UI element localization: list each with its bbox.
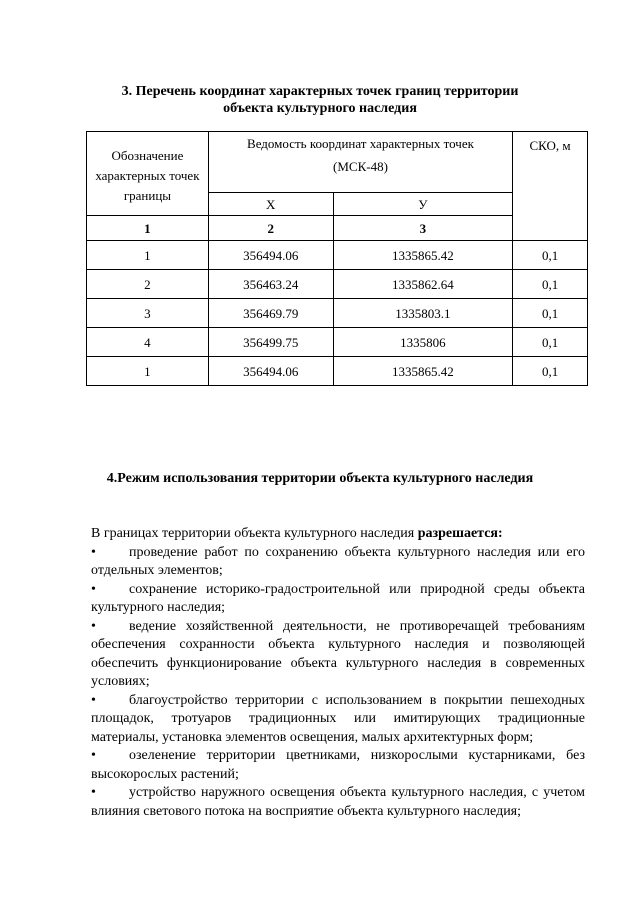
coordinates-table	[86, 131, 588, 386]
list-item-text: озеленение территории цветниками, низкорослыми кустарниками, без высокорослых растений;	[91, 748, 585, 782]
cell-y: 1335806	[333, 328, 513, 357]
cell-sko: 0,1	[513, 328, 588, 357]
cell-point: 4	[87, 328, 209, 357]
cell-x: 356463.24	[208, 270, 333, 299]
section-3-title-line1: Перечень координат характерных точек границ территории	[135, 84, 519, 99]
header-x: Х	[208, 193, 333, 216]
list-item	[91, 544, 585, 581]
list-item-text: сохранение историко-градостроительной или природной среды объекта культурного наследия;	[91, 581, 585, 615]
intro-text: В границах территории объекта культурного наследия	[91, 526, 418, 541]
cell-sko: 0,1	[513, 357, 588, 386]
intro-bold-text: разрешается:	[417, 526, 503, 541]
table-row	[87, 299, 588, 328]
cell-x: 356469.79	[208, 299, 333, 328]
header-sko: СКО, м	[513, 132, 588, 241]
index-col-2: 2	[208, 216, 333, 241]
list-item-text: проведение работ по сохранению объекта культурного наследия или его отдельных элементов;	[91, 544, 585, 578]
permitted-uses-text	[91, 525, 585, 821]
cell-y: 1335862.64	[333, 270, 513, 299]
table-index-row	[87, 216, 588, 241]
table-row	[87, 241, 588, 270]
bullet-icon: •	[91, 692, 96, 708]
cell-point: 3	[87, 299, 209, 328]
index-col-1: 1	[87, 216, 209, 241]
cell-sko: 0,1	[513, 241, 588, 270]
cell-sko: 0,1	[513, 299, 588, 328]
table-header-row	[87, 132, 588, 193]
list-item	[91, 581, 585, 618]
cell-x: 356494.06	[208, 241, 333, 270]
list-item-text: ведение хозяйственной деятельности, не противоречащей требованиям обеспечения сохранности объекта культурного наследия и позволяющей обеспечить функционирование объекта культурного наследия в современных условиях;	[91, 618, 585, 689]
list-item	[91, 747, 585, 784]
bullet-icon: •	[91, 544, 96, 560]
header-designation: Обозначение характерных точек границы	[87, 132, 209, 216]
table-row	[87, 328, 588, 357]
section-4-heading: 4.Режим использования территории объекта культурного наследия	[106, 471, 534, 486]
intro-paragraph	[91, 525, 585, 544]
header-statement-system: (МСК-48)	[333, 159, 388, 174]
cell-y: 1335865.42	[333, 357, 513, 386]
bullet-icon: •	[91, 618, 96, 634]
header-y: У	[333, 193, 513, 216]
bullet-icon: •	[91, 581, 96, 597]
list-item	[91, 618, 585, 692]
table-row	[87, 357, 588, 386]
section-3-heading	[0, 83, 640, 117]
list-item	[91, 692, 585, 748]
header-statement-title: Ведомость координат характерных точек	[247, 136, 474, 151]
cell-y: 1335803.1	[333, 299, 513, 328]
cell-x: 356499.75	[208, 328, 333, 357]
cell-x: 356494.06	[208, 357, 333, 386]
section-3-number: 3.	[121, 84, 133, 99]
section-3-title-line2: объекта культурного наследия	[223, 101, 417, 116]
cell-sko: 0,1	[513, 270, 588, 299]
header-statement	[208, 132, 512, 193]
list-item-text: устройство наружного освещения объекта культурного наследия, с учетом влияния светового потока на восприятие объекта культурного наследия;	[91, 785, 585, 819]
bullet-icon: •	[91, 748, 96, 763]
list-item-text: благоустройство территории с использованием в покрытии пешеходных площадок, тротуаров традиционных или имитирующих традиционные материалы, установка элементов освещения, малых архитектурных форм;	[91, 692, 585, 745]
cell-point: 1	[87, 357, 209, 386]
table-row	[87, 270, 588, 299]
bullet-icon: •	[91, 785, 96, 800]
cell-y: 1335865.42	[333, 241, 513, 270]
cell-point: 1	[87, 241, 209, 270]
index-col-3: 3	[333, 216, 513, 241]
list-item	[91, 784, 585, 821]
cell-point: 2	[87, 270, 209, 299]
